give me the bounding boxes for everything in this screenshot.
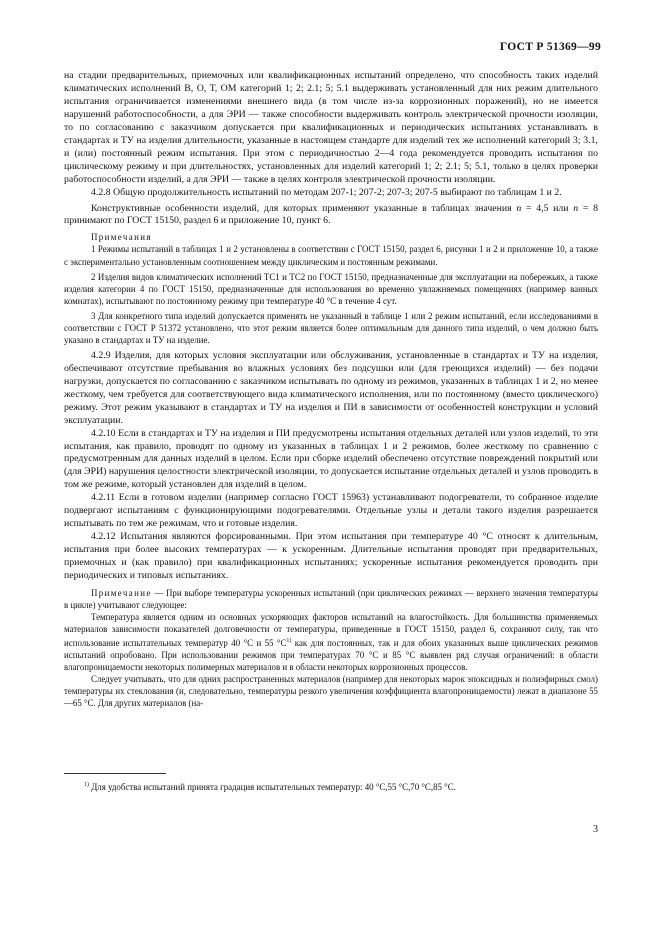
notes-title: Примечания bbox=[91, 232, 152, 243]
variable-n: n bbox=[573, 202, 579, 214]
document-code-header: ГОСТ Р 51369—99 bbox=[499, 41, 601, 53]
footnote-separator bbox=[64, 773, 166, 774]
paragraph-4-2-11: 4.2.11 Если в готовом изделии (например согласно ГОСТ 15963) устанавливают подогреватели, то собранное изделие подвергают испытаниям с функционирующими подогревателями. Отдельные узлы и детали такого изделия разрешается испытывать по тем же режимам, что и готовые изделия. bbox=[64, 492, 598, 530]
note-2: 2 Изделия видов климатических исполнений ТС1 и ТС2 по ГОСТ 15150, предназначенные для эксплуатации на побережьях, а также изделия категории 4 по ГОСТ 15150, предназначенные для использования во временно увлажняемых помещениях (например ванных комнатах), испытывают по постоянному режиму при температуре 40 °С в течение 4 сут. bbox=[64, 271, 598, 306]
note-1: 1 Режимы испытаний в таблицах 1 и 2 установлены в соответствии с ГОСТ 15150, раздел 6, рисунки 1 и 2 и приложение 10, а также с экспериментально установленным соотношением между циклическим и постоянным режимами. bbox=[64, 244, 598, 267]
paragraph-4-2-8: 4.2.8 Общую продолжительность испытаний по методам 207-1; 207-2; 207-3; 207-5 выбирают по таблицам 1 и 2. bbox=[91, 186, 562, 198]
paragraph-4-2-10: 4.2.10 Если в стандартах и ТУ на изделия и ПИ предусмотрены испытания отдельных деталей или узлов изделий, то эти испытания, как правило, проводят по одному из указанных в таблицах 1 и 2 режимов, более жесткому по сравнению с предусмотренным для данных изделий в целом. Если при сборке изделий обеспечено отсутствие повреждений покрытий или (для ЭРИ) нарушения целостности электрической изоляции, то допускается испытание отдельных деталей и узлов проводить в том же режиме, который установлен для изделий в целом. bbox=[64, 427, 598, 491]
note-temperature: Примечание — При выборе температуры ускоренных испытаний (при циклических режимах — верхнего значения температуры в цикле) учитывают следующее: bbox=[64, 588, 598, 611]
footnote-mark: 1) bbox=[84, 782, 89, 788]
paragraph-continuation: на стадии предварительных, приемочных или квалификационных испытаний определено, что способность таких изделий климатических исполнений В, О, Т, ОМ категорий 1; 2; 2.1; 5; 5.1 выдерживать установленный для них режим длительного испытания ограничивается изменениями внешнего вида (в том числе из-за коррозионных поражений), но не имеется нарушений работоспособности, а для ЭРИ — также способности выдерживать контроль электрической прочности изоляции, то по согласованию с заказчиком допускается при квалификационных и периодических испытаниях устанавливать в стандартах и ТУ на изделия длительности, указанные в настоящем стандарте для изделий тех же исполнений категорий 3; 3.1, и (или) постоянный режим испытания. При этом с периодичностью 2—4 года рекомендуется проводить испытания по циклическому режиму и при длительностях, установленных для изделий категорий 1; 2; 2.1; 5; 5.1, только в целях проверки работоспособности изделий, а для ЭРИ — также в целях контроля электрической прочности изоляции. bbox=[64, 70, 598, 185]
document-body bbox=[64, 70, 598, 709]
note-temperature-p2: Следует учитывать, что для одних распространенных материалов (например для некоторых марок эпоксидных и полиэфирных смол) температуры их стеклования (и, следовательно, температуры резкого увеличения коэффициента влагопроницаемости) лежат в диапазоне 55—65 °С. Для других материалов (на- bbox=[64, 674, 598, 709]
paragraph-design-features: Конструктивные особенности изделий, для которых применяют указанные в таблицах значения n = 4,5 или n = 8 принимают по ГОСТ 15150, раздел 6 и приложение 10, пункт 6. bbox=[64, 202, 598, 227]
footnote-mark: 1) bbox=[286, 638, 292, 645]
note-temperature-p1: Температура является одним из основных ускоряющих факторов испытаний на влагостойкость. Для большинства применяемых материалов зависимости показателей долговечности от температуры, приведенные в ГОСТ 15150, раздел 6, сохраняют силу, так что использование испытательных температур 40 °С и 55 $^\circ С^{1)}$ как для постоянных, так и для обоих указанных выше циклических режимов испытаний опробовано. При использовании режимов при температурах 70 °С и 85 °С выявлен ряд случая ограничений: в области влагопроницаемости некоторых полимерных материалов и в области некоторых коррозионных процессов. bbox=[64, 612, 598, 673]
paragraph-4-2-9: 4.2.9 Изделия, для которых условия эксплуатации или обслуживания, установленные в стандартах и ТУ на изделия, обеспечивают отсутствие пребывания во влажных условиях без подсушки или (для греющихся изделий) — без подачи нагрузки, допускается по согласованию с заказчиком испытывать по одному из режимов, указанных в таблицах 1 и 2, но менее жесткому, чем требуется для соответствующего вида климатического исполнения, или по постоянному (вместо циклического) режиму. Этот режим указывают в стандартах и ТУ на изделия и ПИ в зависимости от особенностей конструкции и условий эксплуатации. bbox=[64, 349, 598, 426]
footnote: $^{1)}$ Для удобства испытаний принята градация испытательных температур: 40 °С,55 °С,70 °С,85 °С. bbox=[84, 781, 456, 792]
variable-n: n bbox=[516, 202, 522, 214]
page-number: 3 bbox=[593, 824, 598, 835]
paragraph-4-2-12: 4.2.12 Испытания являются форсированными. При этом испытания при температуре 40 °С относят к длительным, испытания при более высоких температурах — к ускоренным. Длительные испытания проводят при предварительных, приемочных и (как правило) при квалификационных испытаниях; ускоренные испытания рекомендуется проводить при периодических и типовых испытаниях. bbox=[64, 531, 598, 582]
note-3: 3 Для конкретного типа изделий допускается применять не указанный в таблице 1 или 2 режим испытаний, если исследованиями в соответствии с ГОСТ Р 51372 установлено, что этот режим является более оптимальным для данного типа изделий, о чем должно быть указано в стандартах и ТУ на изделие. bbox=[64, 310, 598, 345]
